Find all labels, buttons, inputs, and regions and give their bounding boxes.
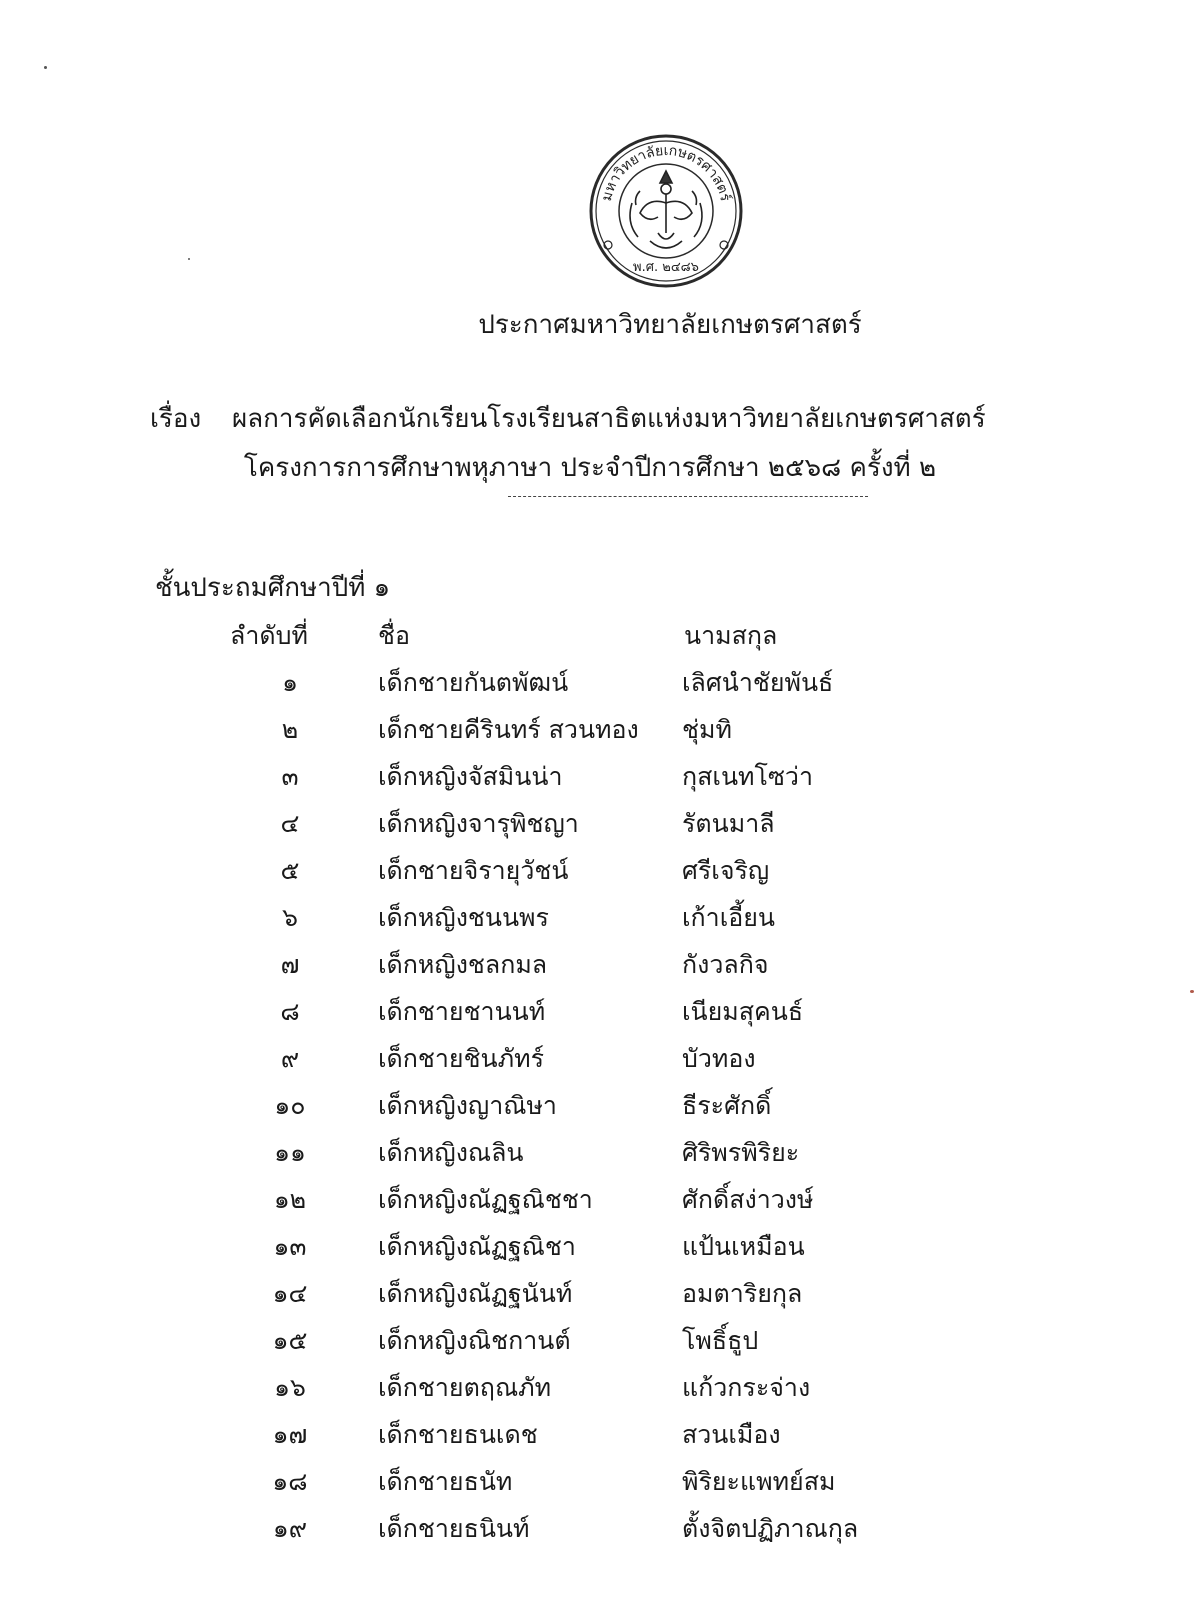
row-number: ๑๒ — [273, 1185, 307, 1214]
table-row — [0, 659, 1200, 706]
row-first-name: เด็กหญิงชลกมล — [378, 950, 548, 979]
subject-label: เรื่อง — [150, 404, 202, 434]
table-row — [0, 1364, 1200, 1411]
header-last-name: นามสกุล — [684, 621, 778, 650]
row-first-name: เด็กชายจิรายุวัชน์ — [378, 856, 569, 885]
row-number: ๖ — [282, 903, 298, 932]
row-number: ๑๓ — [273, 1232, 307, 1261]
row-last-name: ศรีเจริญ — [682, 856, 770, 885]
row-first-name: เด็กหญิงณัฏฐนันท์ — [378, 1279, 573, 1308]
table-row — [0, 1035, 1200, 1082]
row-last-name: พิริยะแพทย์สม — [682, 1467, 836, 1496]
table-row — [0, 1082, 1200, 1129]
announcement-title: ประกาศมหาวิทยาลัยเกษตรศาสตร์ — [478, 310, 862, 340]
row-number: ๑๘ — [272, 1467, 308, 1496]
table-row — [0, 988, 1200, 1035]
row-first-name: เด็กหญิงชนนพร — [378, 903, 549, 932]
row-last-name: รัตนมาลี — [682, 809, 775, 838]
table-row — [0, 706, 1200, 753]
row-number: ๑๕ — [272, 1326, 308, 1355]
row-last-name: เลิศนำชัยพันธ์ — [682, 668, 834, 697]
row-number: ๑๗ — [272, 1420, 308, 1449]
table-row — [0, 800, 1200, 847]
row-last-name: อมตาริยกุล — [682, 1279, 803, 1308]
table-row — [0, 1223, 1200, 1270]
table-row — [0, 1176, 1200, 1223]
grade-heading: ชั้นประถมศึกษาปีที่ ๑ — [155, 573, 391, 603]
row-first-name: เด็กหญิงจัสมินน่า — [378, 762, 563, 791]
row-first-name: เด็กชายคีรินทร์ สวนทอง — [378, 715, 639, 744]
table-row — [0, 1505, 1200, 1552]
row-number: ๔ — [280, 809, 300, 838]
row-last-name: แป้นเหมือน — [682, 1232, 805, 1261]
row-first-name: เด็กชายชินภัทร์ — [378, 1044, 545, 1073]
row-number: ๑๖ — [274, 1373, 306, 1402]
row-first-name: เด็กชายกันตพัฒน์ — [378, 668, 569, 697]
row-first-name: เด็กหญิงจารุพิชญา — [378, 809, 579, 838]
row-first-name: เด็กชายธนัท — [378, 1467, 513, 1496]
svg-text:มหาวิทยาลัยเกษตรศาสตร์: มหาวิทยาลัยเกษตรศาสตร์ — [598, 142, 734, 203]
table-row — [0, 1411, 1200, 1458]
row-first-name: เด็กหญิงณัฏฐณิชา — [378, 1232, 576, 1261]
table-row — [0, 941, 1200, 988]
header-first-name: ชื่อ — [378, 621, 410, 650]
row-first-name: เด็กหญิงณลิน — [378, 1138, 524, 1167]
table-header-row — [0, 612, 1200, 659]
row-first-name: เด็กชายธนเดช — [378, 1420, 538, 1449]
table-row — [0, 1458, 1200, 1505]
row-last-name: เก้าเอี้ยน — [682, 903, 776, 932]
row-last-name: ศักดิ์สง่าวงษ์ — [682, 1185, 814, 1214]
table-row — [0, 847, 1200, 894]
row-number: ๑๔ — [272, 1279, 308, 1308]
row-number: ๑๐ — [274, 1091, 306, 1120]
row-number: ๗ — [280, 950, 300, 979]
row-last-name: แก้วกระจ่าง — [682, 1373, 811, 1402]
subject-line-1 — [150, 398, 986, 439]
row-last-name: บัวทอง — [682, 1044, 756, 1073]
subject-text-1: ผลการคัดเลือกนักเรียนโรงเรียนสาธิตแห่งมหาวิทยาลัยเกษตรศาสตร์ — [232, 404, 986, 434]
row-last-name: เนียมสุคนธ์ — [682, 997, 804, 1026]
row-first-name: เด็กหญิงญาณิษา — [378, 1091, 557, 1120]
row-last-name: โพธิ์ธูป — [682, 1326, 759, 1355]
row-number: ๑๑ — [274, 1138, 306, 1167]
row-number: ๑๙ — [272, 1514, 308, 1543]
row-first-name: เด็กชายตฤณภัท — [378, 1373, 552, 1402]
table-row — [0, 753, 1200, 800]
row-first-name: เด็กชายชานนท์ — [378, 997, 546, 1026]
header-no: ลำดับที่ — [230, 621, 308, 650]
row-last-name: ชุ่มทิ — [682, 715, 732, 744]
scan-speck — [188, 258, 190, 260]
row-first-name: เด็กชายธนินท์ — [378, 1514, 530, 1543]
row-number: ๘ — [280, 997, 300, 1026]
row-number: ๓ — [281, 762, 299, 791]
subject-line-2: โครงการการศึกษาพหุภาษา ประจำปีการศึกษา ๒๕๖๘ ครั้งที่ ๒ — [243, 453, 937, 483]
row-last-name: กุสเนทโซว่า — [682, 762, 813, 791]
row-number: ๒ — [281, 715, 299, 744]
row-first-name: เด็กหญิงณัฏฐณิชชา — [378, 1185, 593, 1214]
svg-text:พ.ศ. ๒๔๘๖: พ.ศ. ๒๔๘๖ — [633, 260, 699, 275]
row-last-name: ศิริพรพิริยะ — [682, 1138, 800, 1167]
row-first-name: เด็กหญิงณิชกานต์ — [378, 1326, 571, 1355]
row-last-name: กังวลกิจ — [682, 950, 769, 979]
scan-speck — [44, 66, 47, 69]
table-row — [0, 1317, 1200, 1364]
row-last-name: ตั้งจิตปฏิภาณกุล — [682, 1514, 859, 1543]
row-last-name: ธีระศักดิ์ — [682, 1091, 772, 1120]
row-number: ๙ — [280, 1044, 300, 1073]
university-seal-logo — [588, 133, 744, 289]
table-row — [0, 1270, 1200, 1317]
row-last-name: สวนเมือง — [682, 1420, 781, 1449]
row-number: ๑ — [282, 668, 298, 697]
table-row — [0, 1129, 1200, 1176]
row-number: ๕ — [280, 856, 300, 885]
dashed-divider — [508, 496, 868, 497]
table-row — [0, 894, 1200, 941]
student-list — [0, 612, 1200, 1552]
